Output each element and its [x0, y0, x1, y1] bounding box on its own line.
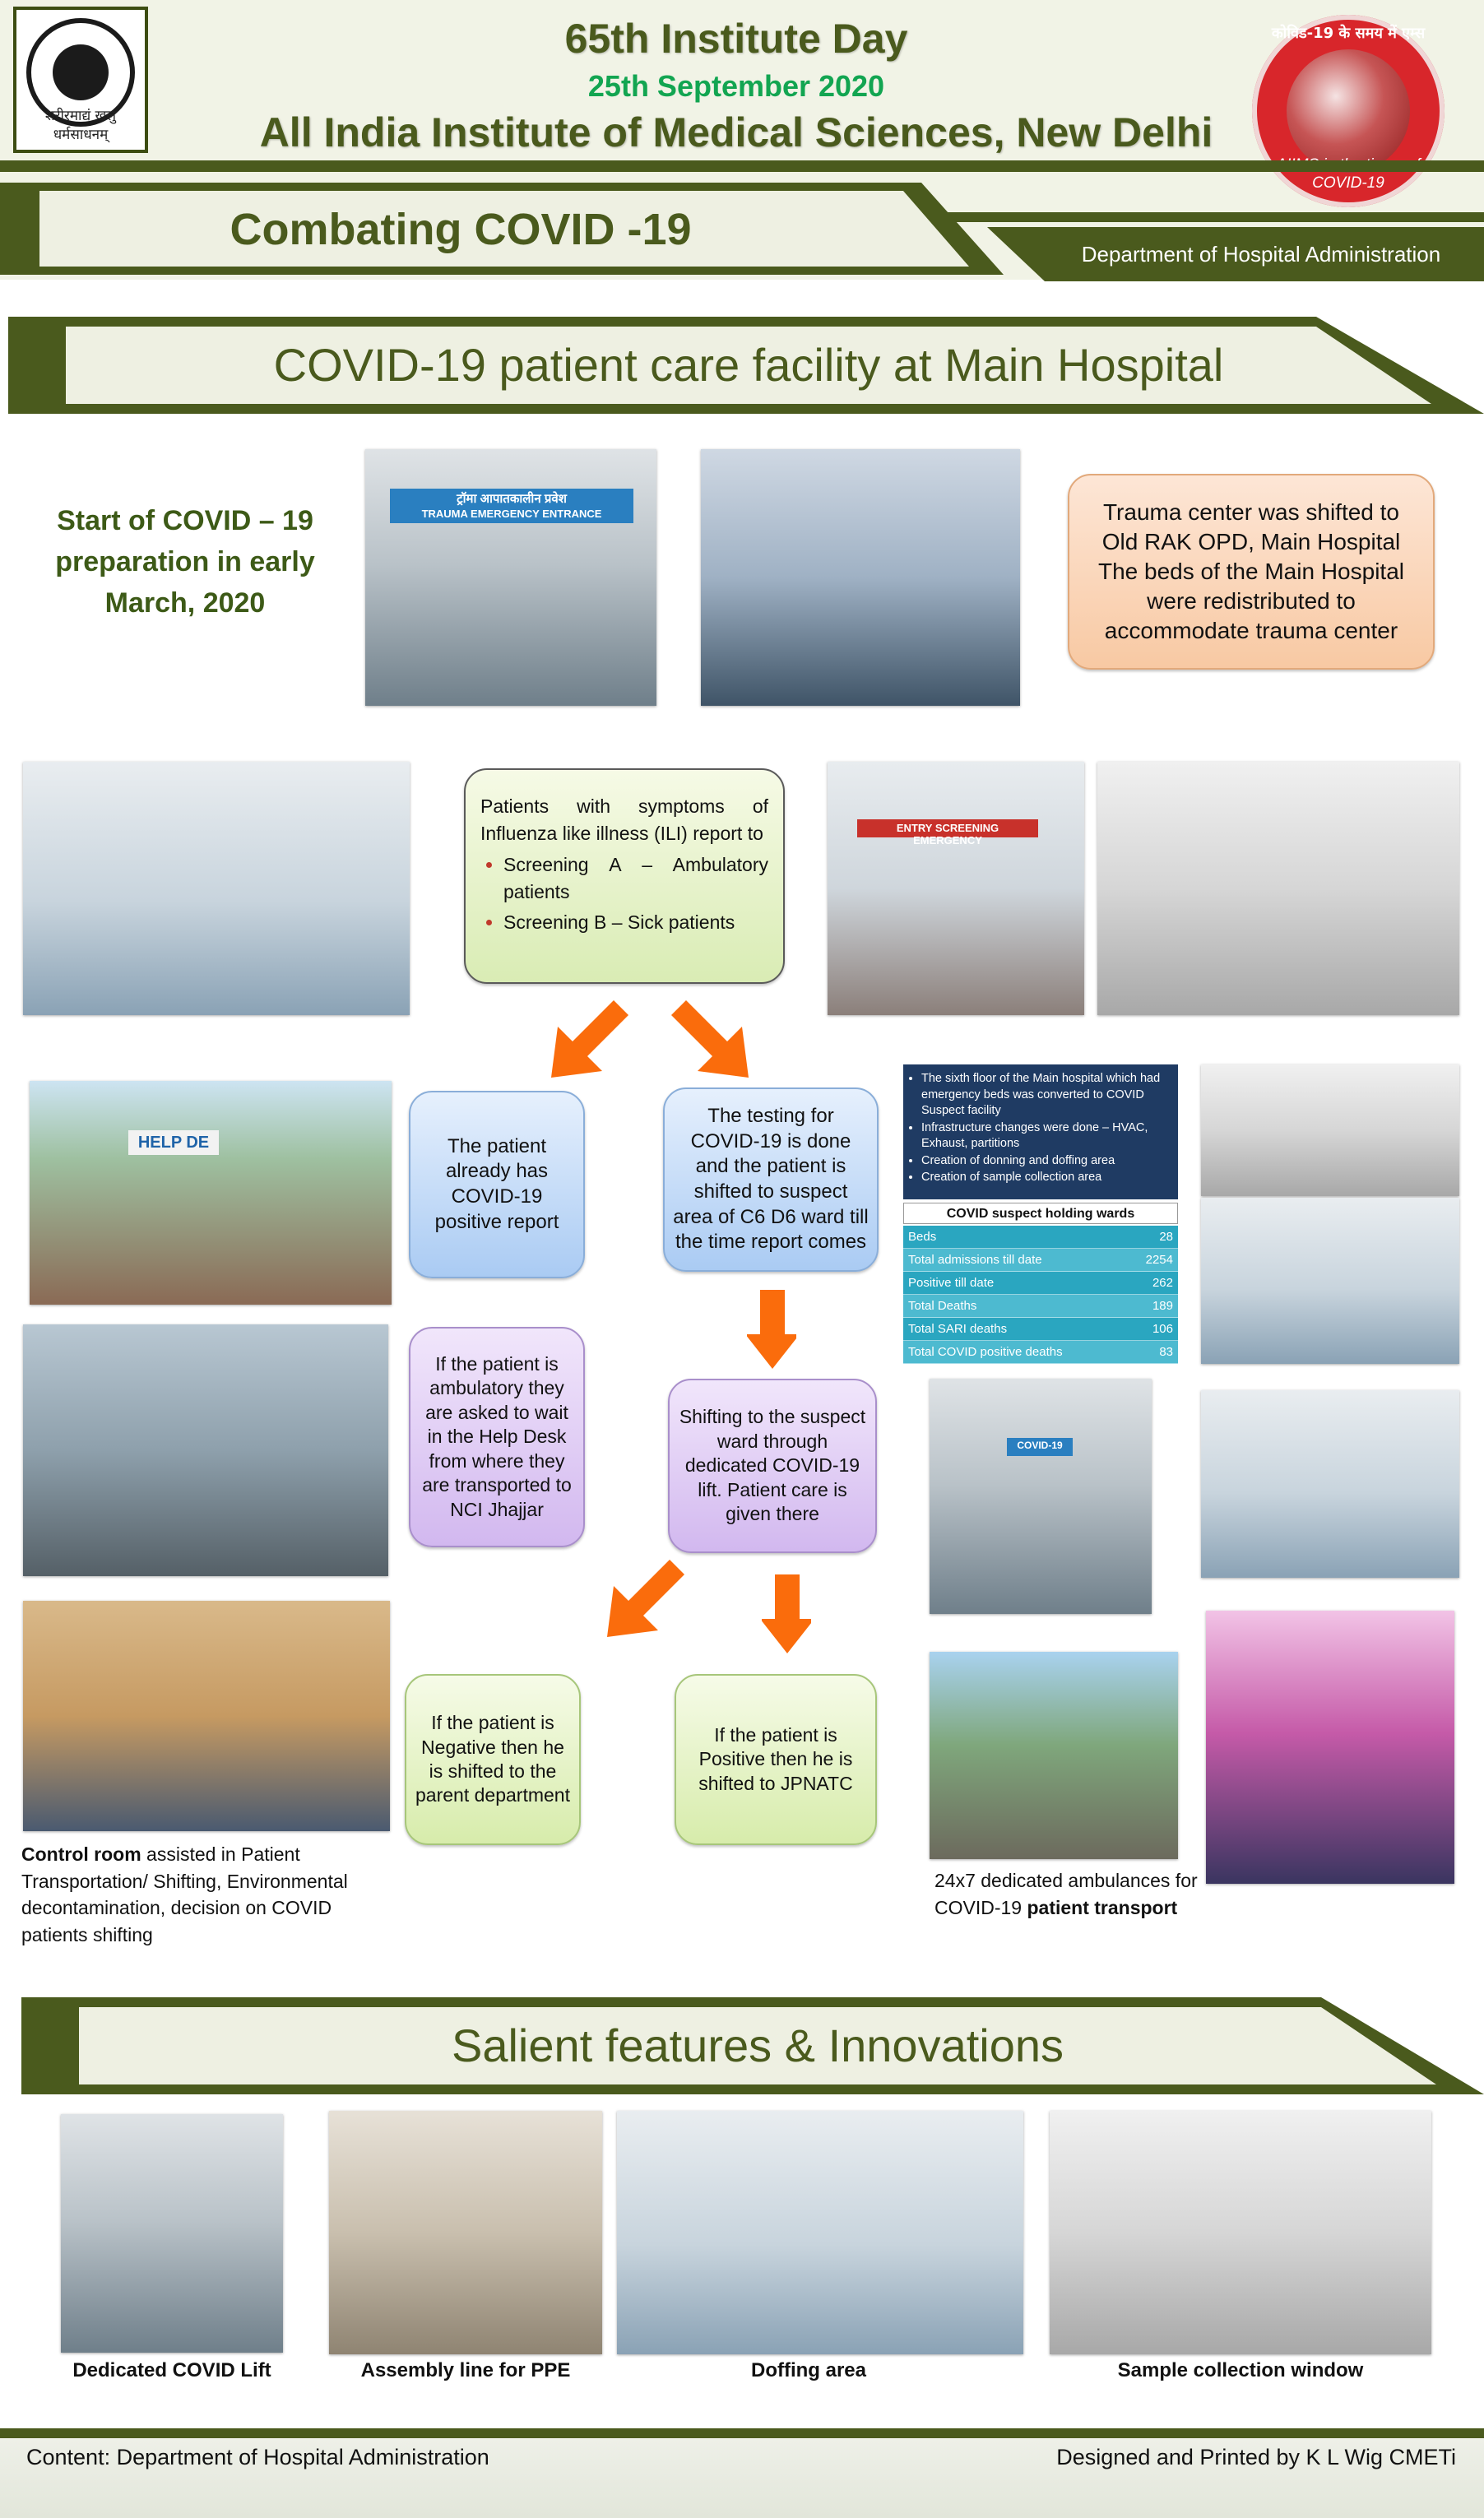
table-row — [903, 1295, 1178, 1318]
trauma-sign-english: TRAUMA EMERGENCY ENTRANCE — [390, 507, 633, 523]
caption-bold: Control room — [21, 1843, 141, 1865]
row-label: Beds — [903, 1226, 1127, 1249]
row-value: 106 — [1127, 1318, 1178, 1341]
negative-result-box: If the patient is Negative then he is shifted to the parent department — [405, 1674, 581, 1845]
trauma-center-note: Trauma center was shifted to Old RAK OPD, Main Hospital The beds of the Main Hospital were redistributed to accommodate trauma center — [1068, 474, 1435, 670]
table-row — [903, 1226, 1178, 1249]
aiims-logo — [13, 7, 148, 153]
start-preparation-text: Start of COVID – 19 preparation in early March, 2020 — [55, 505, 315, 619]
lift-sign: COVID-19 — [1007, 1438, 1073, 1456]
entry-screening-sign: ENTRY SCREENING EMERGENCY — [857, 819, 1038, 837]
photo-hospital-ward — [701, 449, 1020, 706]
table-row — [903, 1341, 1178, 1364]
info-item: • Creation of donning and doffing area — [921, 1153, 1171, 1170]
caption-text: 24x7 dedicated ambulances for COVID-19 — [934, 1870, 1198, 1918]
ili-intro: Patients with symptoms of Influenza like illness (ILI) report to — [480, 795, 768, 845]
arrow-down-icon — [747, 1290, 796, 1372]
trauma-sign-hindi: ट्रॉमा आपातकालीन प्रवेश — [390, 489, 633, 507]
photo-doffing-area — [617, 2111, 1023, 2354]
control-room-caption — [21, 1841, 400, 1949]
ambulance-caption — [934, 1867, 1206, 1921]
info-list — [910, 1071, 1171, 1186]
photo-ambulance-fleet — [930, 1652, 1178, 1859]
institute-day-title: 65th Institute Day — [564, 16, 908, 62]
table-row — [903, 1318, 1178, 1341]
footer-stripe — [0, 2428, 1484, 2438]
photo-help-desk — [30, 1081, 392, 1305]
footer-design-credit: Designed and Printed by K L Wig CMETi — [1056, 2445, 1456, 2469]
institute-name: All India Institute of Medical Sciences, New Delhi — [259, 109, 1213, 155]
photo-ambulance — [23, 1324, 388, 1576]
photo-ppe-assembly — [329, 2111, 602, 2354]
footer-content-credit: Content: Department of Hospital Administration — [26, 2445, 489, 2469]
department-label: Department of Hospital Administration — [1081, 242, 1441, 267]
logo-right-bottom-text: COVID-19 — [1312, 174, 1384, 192]
photo-screening-room — [23, 762, 410, 1015]
logo-right-top-text: कोविड-19 के समय में एम्स — [1271, 25, 1426, 42]
ambulatory-box: If the patient is ambulatory they are asked to wait in the Help Desk from where they are transported to NCI Jhajjar — [409, 1327, 585, 1547]
row-value: 189 — [1127, 1295, 1178, 1318]
photo-entry-screening — [828, 762, 1084, 1015]
banner-title: Combating COVID -19 — [230, 205, 692, 254]
photo-sample-window — [1050, 2111, 1431, 2354]
photo-sick-patient-screening — [1097, 762, 1459, 1015]
caption-bold: patient transport — [1027, 1896, 1178, 1918]
feature-caption: Assembly line for PPE — [360, 2359, 571, 2381]
ward-stats-table — [903, 1226, 1178, 1364]
ili-screening-box — [464, 768, 785, 984]
photo-control-room — [23, 1601, 390, 1831]
section-title: Salient features & Innovations — [451, 2020, 1064, 2071]
photo-patient-transport — [1206, 1611, 1454, 1884]
photo-covid-lift — [930, 1379, 1152, 1614]
row-value: 2254 — [1127, 1249, 1178, 1272]
logo-motto: शरीरमाद्यं खलु धर्मसाधनम् — [45, 108, 116, 143]
suspect-ward-shifting-box: Shifting to the suspect ward through dedicated COVID-19 lift. Patient care is given there — [668, 1379, 877, 1553]
ili-list — [480, 851, 768, 937]
arrow-down-right-icon — [666, 995, 757, 1086]
arrow-down-icon — [762, 1574, 811, 1657]
ili-item: • Screening B – Sick patients — [503, 909, 768, 936]
event-date: 25th September 2020 — [587, 69, 885, 103]
header-stripe — [0, 160, 1484, 172]
row-value: 83 — [1127, 1341, 1178, 1364]
arrow-down-left-icon — [543, 995, 633, 1086]
row-label: Total COVID positive deaths — [903, 1341, 1127, 1364]
positive-report-box: The patient already has COVID-19 positive report — [409, 1091, 585, 1278]
row-value: 262 — [1127, 1272, 1178, 1295]
row-label: Positive till date — [903, 1272, 1127, 1295]
ward-table-title: COVID suspect holding wards — [903, 1203, 1178, 1224]
coronavirus-icon — [1287, 49, 1410, 173]
feature-caption: Doffing area — [750, 2359, 866, 2381]
testing-box: The testing for COVID-19 is done and the patient is shifted to suspect area of C6 D6 ward till the time report comes — [663, 1087, 879, 1272]
ili-item: • Screening A – Ambulatory patients — [503, 851, 768, 907]
section-title: COVID-19 patient care facility at Main Hospital — [273, 339, 1224, 391]
covid-aiims-logo — [1252, 15, 1445, 207]
info-item: • The sixth floor of the Main hospital which had emergency beds was converted to COVID Suspect facility — [921, 1071, 1171, 1120]
photo-ppe-staff — [1201, 1064, 1459, 1196]
photo-patient-care — [1201, 1390, 1459, 1578]
help-desk-sign: HELP DE — [128, 1130, 219, 1155]
photo-ward-room — [1201, 1198, 1459, 1364]
caption-text: assisted in Patient Transportation/ Shifting, Environmental decontamination, decision on COVID patients shifting — [21, 1843, 348, 1945]
photo-trauma-entrance — [365, 449, 656, 706]
table-row — [903, 1272, 1178, 1295]
sixth-floor-info — [903, 1064, 1178, 1199]
info-item: • Infrastructure changes were done – HVAC, Exhaust, partitions — [921, 1120, 1171, 1152]
arrow-down-left-icon — [599, 1555, 689, 1645]
photo-dedicated-lift — [61, 2114, 283, 2353]
row-label: Total admissions till date — [903, 1249, 1127, 1272]
row-label: Total SARI deaths — [903, 1318, 1127, 1341]
caduceus-icon — [53, 44, 109, 100]
table-row — [903, 1249, 1178, 1272]
positive-result-box: If the patient is Positive then he is shifted to JPNATC — [675, 1674, 877, 1845]
feature-caption: Dedicated COVID Lift — [72, 2359, 271, 2381]
feature-caption: Sample collection window — [1117, 2359, 1364, 2381]
info-item: • Creation of sample collection area — [921, 1170, 1171, 1186]
row-value: 28 — [1127, 1226, 1178, 1249]
row-label: Total Deaths — [903, 1295, 1127, 1318]
